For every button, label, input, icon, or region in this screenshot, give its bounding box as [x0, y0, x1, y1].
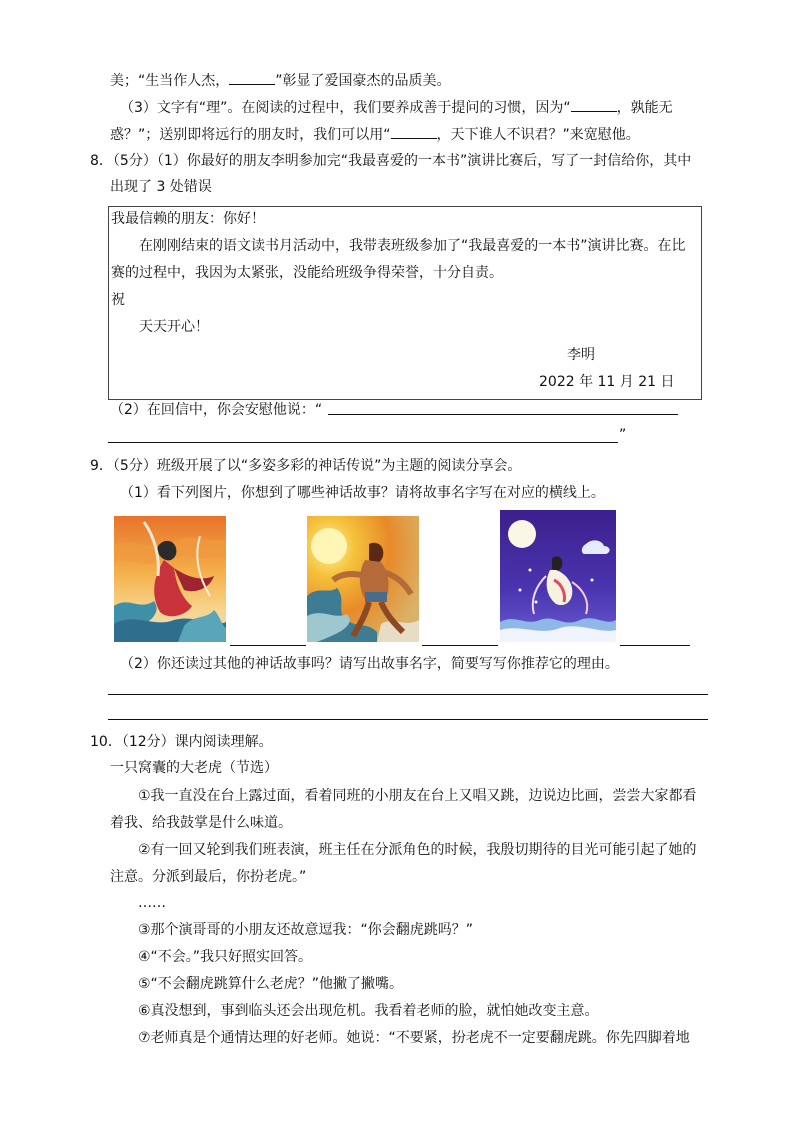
- passage-p5: ⑤“不会翻虎跳算什么老虎？”他撇了撇嘴。: [138, 976, 404, 992]
- letter-closing-2: 天天开心！: [139, 319, 209, 335]
- q8-answer-line-2[interactable]: [108, 442, 618, 443]
- letter-box: [108, 206, 702, 400]
- q8-prompt: 8．（5分）（1）你最好的朋友李明参加完“我最喜爱的一本书”演讲比赛后，写了一封信给你，其中: [90, 153, 692, 169]
- passage-p3: ③那个演哥哥的小朋友还故意逗我：“你会翻虎跳吗？”: [138, 922, 474, 938]
- myth-picture-3: [500, 510, 616, 642]
- myth-picture-1: [114, 516, 226, 642]
- q9-answer-line-e[interactable]: [108, 719, 708, 720]
- q7-blank-2[interactable]: [571, 97, 617, 112]
- q7-line-a: 美；“生当作人杰， ”彰显了爱国豪杰的品质美。: [110, 70, 451, 91]
- q7-line-b: （3）文字有“理”。在阅读的过程中，我们要养成善于提问的习惯，因为“ ，孰能无: [120, 97, 673, 118]
- q8-sub2: （2）在回信中，你会安慰他说：“: [110, 402, 323, 418]
- letter-body-1: 在刚刚结束的语文读书月活动中，我带表班级参加了“我最喜爱的一本书”演讲比赛。在比: [139, 238, 686, 254]
- letter-signature: 李明: [567, 347, 595, 363]
- passage-p2b: 注意。分派到最后，你扮老虎。”: [110, 869, 307, 885]
- q8-close-quote: ”: [619, 427, 627, 443]
- myth-picture-2: [307, 516, 419, 642]
- q8-prompt-cont: 出现了 3 处错误: [110, 179, 212, 195]
- q9-answer-line-d[interactable]: [108, 694, 708, 695]
- q10-prompt: 10．（12分）课内阅读理解。: [90, 734, 273, 750]
- letter-greeting: 我最信赖的朋友：你好！: [111, 211, 265, 227]
- q9-answer-line-a[interactable]: [230, 645, 306, 646]
- letter-date: 2022 年 11 月 21 日: [539, 374, 675, 390]
- passage-title: 一只窝囊的大老虎（节选）: [110, 760, 278, 776]
- q9-prompt: 9．（5分）班级开展了以“多姿多彩的神话传说”为主题的阅读分享会。: [90, 458, 522, 474]
- passage-ellipsis: ……: [138, 895, 166, 911]
- letter-body-2: 赛的过程中，我因为太紧张，没能给班级争得荣誉，十分自责。: [111, 265, 503, 281]
- q7-blank-3[interactable]: [391, 124, 437, 139]
- passage-p7: ⑦老师真是个通情达理的好老师。她说：“不要紧，扮老虎不一定要翻虎跳。你先四脚着地: [138, 1030, 690, 1046]
- passage-p6: ⑥真没想到，事到临头还会出现危机。我看着老师的脸，就怕她改变主意。: [138, 1003, 599, 1019]
- letter-closing-1: 祝: [111, 292, 125, 308]
- passage-p1b: 着我、给我鼓掌是什么味道。: [110, 815, 292, 831]
- q9-answer-line-b[interactable]: [422, 645, 498, 646]
- q9-sub2: （2）你还读过其他的神话故事吗？请写出故事名字，简要写写你推荐它的理由。: [120, 656, 619, 672]
- q9-answer-line-c[interactable]: [620, 645, 690, 646]
- q9-sub1: （1）看下列图片，你想到了哪些神话故事？请将故事名字写在对应的横线上。: [120, 485, 605, 501]
- passage-p1a: ①我一直没在台上露过面，看着同班的小朋友在台上又唱又跳，边说边比画，尝尝大家都看: [138, 788, 697, 804]
- q7-line-c: 惑？”；送别即将远行的朋友时，我们可以用“ ，天下谁人不识君？”来宽慰他。: [110, 124, 640, 145]
- q7-blank-1[interactable]: [229, 70, 275, 85]
- q8-answer-line-1[interactable]: [328, 414, 678, 415]
- passage-p4: ④“不会。”我只好照实回答。: [138, 949, 313, 965]
- passage-p2a: ②有一回又轮到我们班表演，班主任在分派角色的时候，我殷切期待的目光可能引起了她的: [138, 842, 697, 858]
